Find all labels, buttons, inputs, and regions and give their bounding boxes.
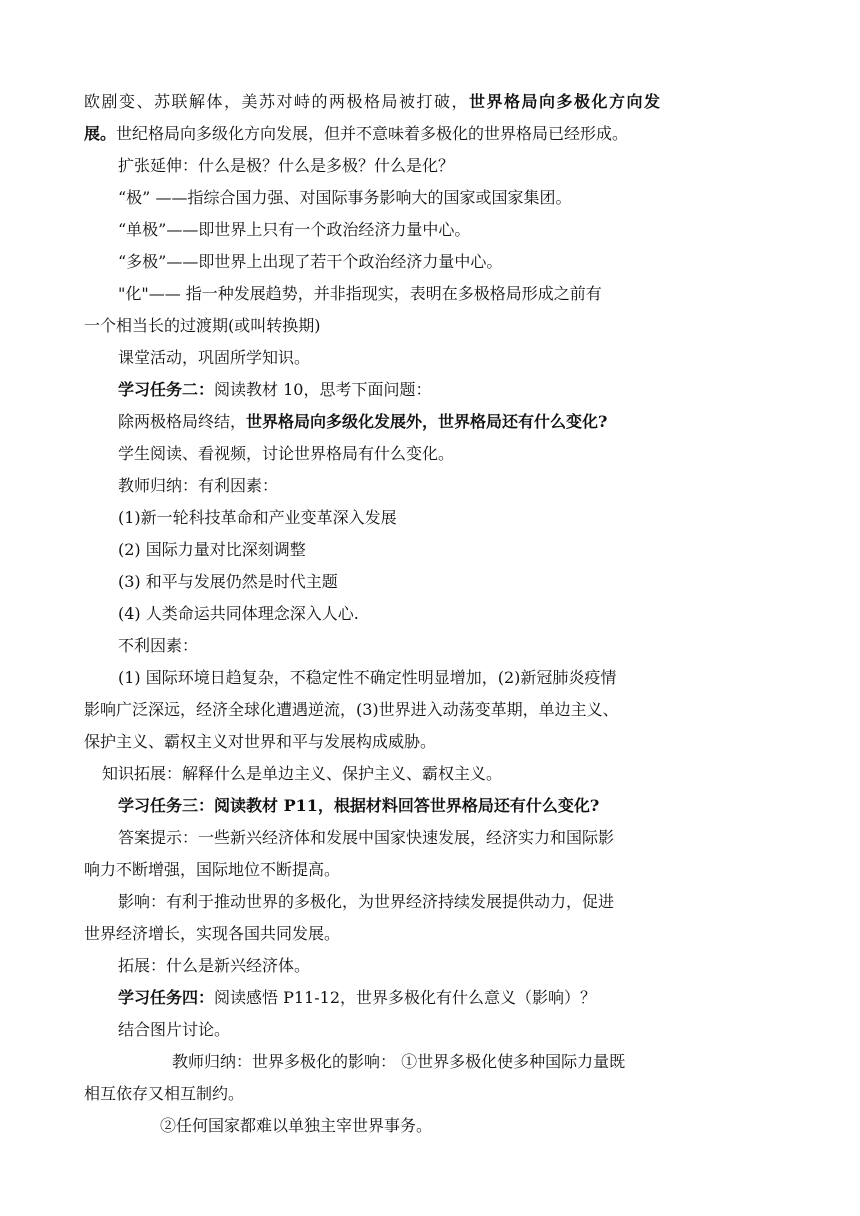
paragraph-line: 展。世纪格局向多级化方向发展，但并不意味着多极化的世界格局已经形成。	[84, 124, 629, 143]
list-item: (2) 国际力量对比深刻调整	[118, 540, 306, 559]
paragraph-line: 拓展：什么是新兴经济体。	[118, 956, 311, 975]
paragraph-line: 世界经济增长，实现各国共同发展。	[84, 924, 341, 943]
paragraph-line: 教师归纳：世界多极化的影响： ①世界多极化使多种国际力量既	[172, 1052, 626, 1071]
paragraph-line: 一个相当长的过渡期(或叫转换期)	[84, 316, 321, 335]
paragraph-line: (1) 国际环境日趋复杂，不稳定性不确定性明显增加，(2)新冠肺炎疫情	[118, 668, 617, 687]
definition-line: "化"—— 指一种发展趋势，并非指现实，表明在多极格局形成之前有	[118, 284, 602, 303]
paragraph-line: 答案提示：一些新兴经济体和发展中国家快速发展，经济实力和国际影	[118, 828, 615, 847]
paragraph-line: 影响：有利于推动世界的多极化，为世界经济持续发展提供动力，促进	[118, 892, 615, 911]
task-heading: 学习任务四：阅读感悟 P11-12，世界多极化有什么意义（影响）？	[118, 988, 596, 1007]
paragraph-line: 扩张延伸：什么是极？什么是多极？什么是化？	[118, 156, 455, 175]
paragraph-line: 相互依存又相互制约。	[84, 1084, 245, 1103]
list-item: (3) 和平与发展仍然是时代主题	[118, 572, 338, 591]
paragraph-line: 保护主义、霸权主义对世界和平与发展构成威胁。	[84, 732, 437, 751]
paragraph-line: 不利因素：	[118, 636, 199, 655]
list-item: (1)新一轮科技革命和产业变革深入发展	[118, 508, 397, 527]
task-heading: 学习任务三：阅读教材 P11，根据材料回答世界格局还有什么变化?	[118, 796, 600, 815]
definition-line: “多极”——即世界上出现了若干个政治经济力量中心。	[118, 252, 503, 271]
paragraph-line: 响力不断增强，国际地位不断提高。	[84, 860, 341, 879]
paragraph-line: 学生阅读、看视频，讨论世界格局有什么变化。	[118, 444, 455, 463]
paragraph-line: 知识拓展：解释什么是单边主义、保护主义、霸权主义。	[102, 764, 503, 783]
paragraph-line: 课堂活动，巩固所学知识。	[118, 348, 311, 367]
paragraph-line: 除两极格局终结，世界格局向多级化发展外，世界格局还有什么变化?	[118, 412, 608, 431]
definition-line: “极” ——指综合国力强、对国际事务影响大的国家或国家集团。	[118, 188, 572, 207]
paragraph-line: 影响广泛深远，经济全球化遭遇逆流，(3)世界进入动荡变革期，单边主义、	[84, 700, 619, 719]
list-item: (4) 人类命运共同体理念深入人心.	[118, 604, 359, 623]
paragraph-line: 教师归纳：有利因素：	[118, 476, 279, 495]
paragraph-line: ②任何国家都难以单独主宰世界事务。	[160, 1116, 433, 1135]
paragraph-line: 欧剧变、苏联解体，美苏对峙的两极格局被打破，世界格局向多极化方向发	[84, 92, 660, 111]
definition-line: “单极”——即世界上只有一个政治经济力量中心。	[118, 220, 471, 239]
paragraph-line: 结合图片讨论。	[118, 1020, 231, 1039]
task-heading: 学习任务二：阅读教材 10，思考下面问题：	[118, 380, 432, 399]
